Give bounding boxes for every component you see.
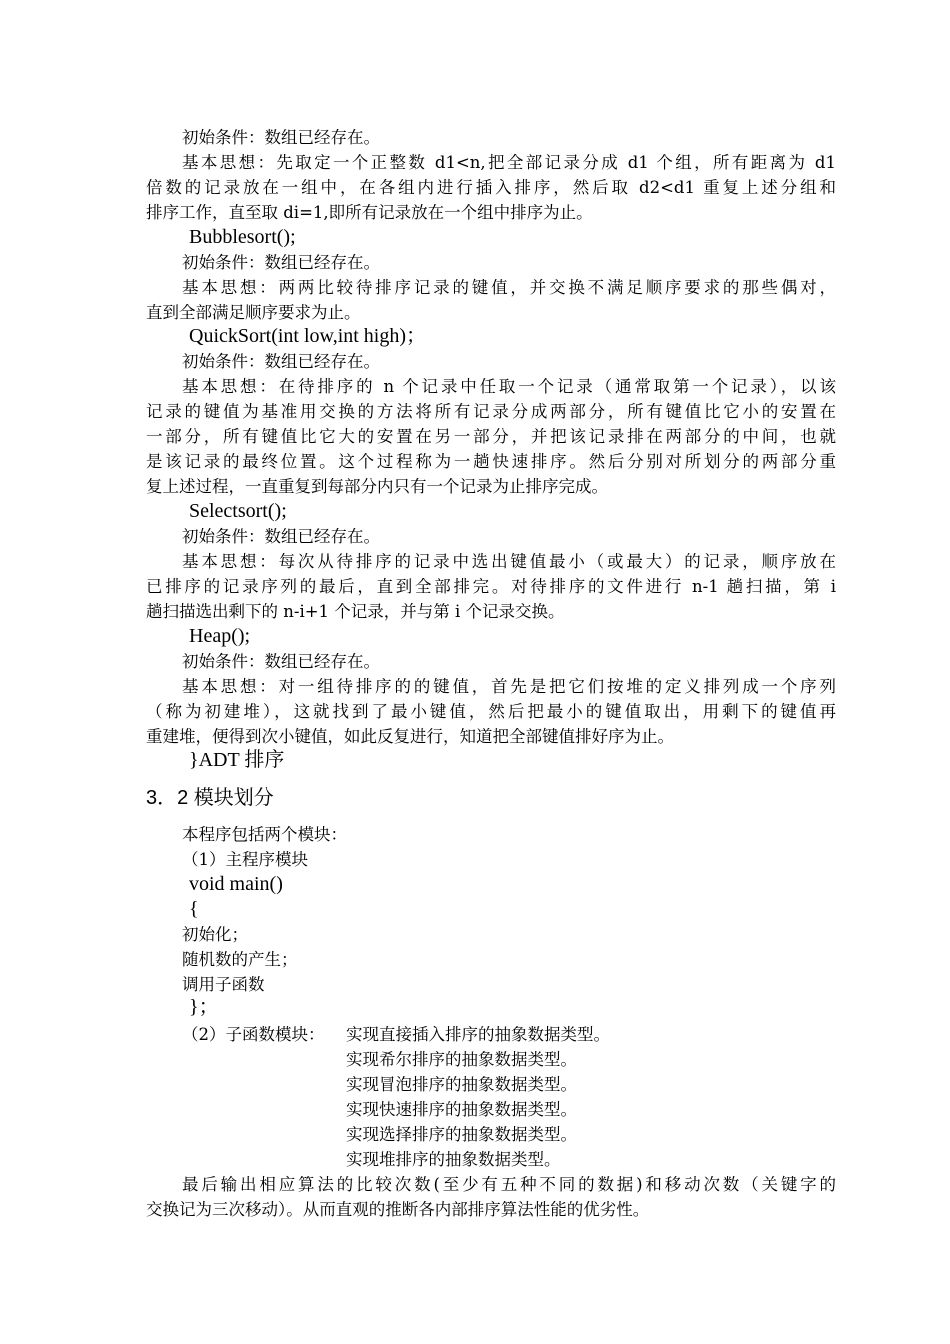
quicksort-signature: QuickSort(int low,int high)； — [189, 325, 427, 347]
shell-idea-line-3: 排序工作，直至取 di=1,即所有记录放在一个组中排序为止。 — [146, 203, 593, 222]
quick-init: 初始条件：数组已经存在。 — [182, 352, 380, 371]
select-idea-line-2: 已排序的记录序列的最后，直到全部排完。对待排序的文件进行 n-1 趟扫描，第 i — [146, 577, 836, 596]
main-signature: void main() — [189, 873, 283, 895]
sub-item-insertion: 实现直接插入排序的抽象数据类型。 — [346, 1025, 610, 1044]
quick-idea-line-2: 记录的键值为基准用交换的方法将所有记录分成两部分，所有键值比它小的安置在 — [146, 402, 836, 421]
select-init: 初始条件：数组已经存在。 — [182, 527, 380, 546]
bubble-idea-line-1: 基本思想：两两比较待排序记录的键值，并交换不满足顺序要求的那些偶对， — [182, 278, 836, 297]
heap-idea-line-3: 重建堆，便得到次小键值，如此反复进行，知道把全部键值排好序为止。 — [146, 727, 674, 746]
sub-item-quick: 实现快速排序的抽象数据类型。 — [346, 1100, 577, 1119]
step-call: 调用子函数 — [182, 975, 265, 994]
bubble-init: 初始条件：数组已经存在。 — [182, 253, 380, 272]
selectsort-signature: Selectsort(); — [189, 500, 287, 522]
sub-item-shell: 实现希尔排序的抽象数据类型。 — [346, 1050, 577, 1069]
brace-open: { — [189, 898, 199, 920]
quick-idea-line-3: 一部分，所有键值比它大的安置在另一部分，并把该记录排在两部分的中间，也就 — [146, 427, 836, 446]
bubble-idea-line-2: 直到全部满足顺序要求为止。 — [146, 303, 361, 322]
sub-item-heap: 实现堆排序的抽象数据类型。 — [346, 1150, 561, 1169]
step-init: 初始化； — [182, 925, 248, 944]
sub-module-label: （2）子函数模块： — [182, 1025, 325, 1044]
heapsort-signature: Heap(); — [189, 625, 251, 647]
sub-item-select: 实现选择排序的抽象数据类型。 — [346, 1125, 577, 1144]
shell-idea-line-2: 倍数的记录放在一组中，在各组内进行插入排序，然后取 d2<d1 重复上述分组和 — [146, 178, 836, 197]
quick-idea-line-4: 是该记录的最终位置。这个过程称为一趟快速排序。然后分别对所划分的两部分重 — [146, 452, 836, 471]
section-intro: 本程序包括两个模块： — [182, 825, 347, 844]
step-random: 随机数的产生； — [182, 950, 298, 969]
heap-init: 初始条件：数组已经存在。 — [182, 652, 380, 671]
select-idea-line-1: 基本思想：每次从待排序的记录中选出键值最小（或最大）的记录，顺序放在 — [182, 552, 836, 571]
brace-close: }； — [189, 996, 219, 1018]
quick-idea-line-1: 基本思想：在待排序的 n 个记录中任取一个记录（通常取第一个记录），以该 — [182, 377, 836, 396]
main-module-label: （1）主程序模块 — [182, 850, 308, 869]
quick-idea-line-5: 复上述过程，一直重复到每部分内只有一个记录为止排序完成。 — [146, 477, 608, 496]
section-heading: 3．2 模块划分 — [146, 787, 274, 809]
shell-idea-line-1: 基本思想：先取定一个正整数 d1<n,把全部记录分成 d1 个组，所有距离为 d1 — [182, 153, 836, 172]
heap-idea-line-1: 基本思想：对一组待排序的的键值，首先是把它们按堆的定义排列成一个序列 — [182, 677, 836, 696]
bubblesort-signature: Bubblesort(); — [189, 226, 296, 248]
sub-item-bubble: 实现冒泡排序的抽象数据类型。 — [346, 1075, 577, 1094]
shell-init: 初始条件：数组已经存在。 — [182, 128, 380, 147]
select-idea-line-3: 趟扫描选出剩下的 n-i+1 个记录，并与第 i 个记录交换。 — [146, 602, 565, 621]
heap-idea-line-2: （称为初建堆），这就找到了最小键值，然后把最小的键值取出，用剩下的键值再 — [146, 702, 836, 721]
adt-end: }ADT 排序 — [189, 749, 285, 771]
final-line-1: 最后输出相应算法的比较次数(至少有五种不同的数据)和移动次数（关键字的 — [182, 1175, 836, 1194]
final-line-2: 交换记为三次移动）。从而直观的推断各内部排序算法性能的优劣性。 — [146, 1200, 650, 1219]
